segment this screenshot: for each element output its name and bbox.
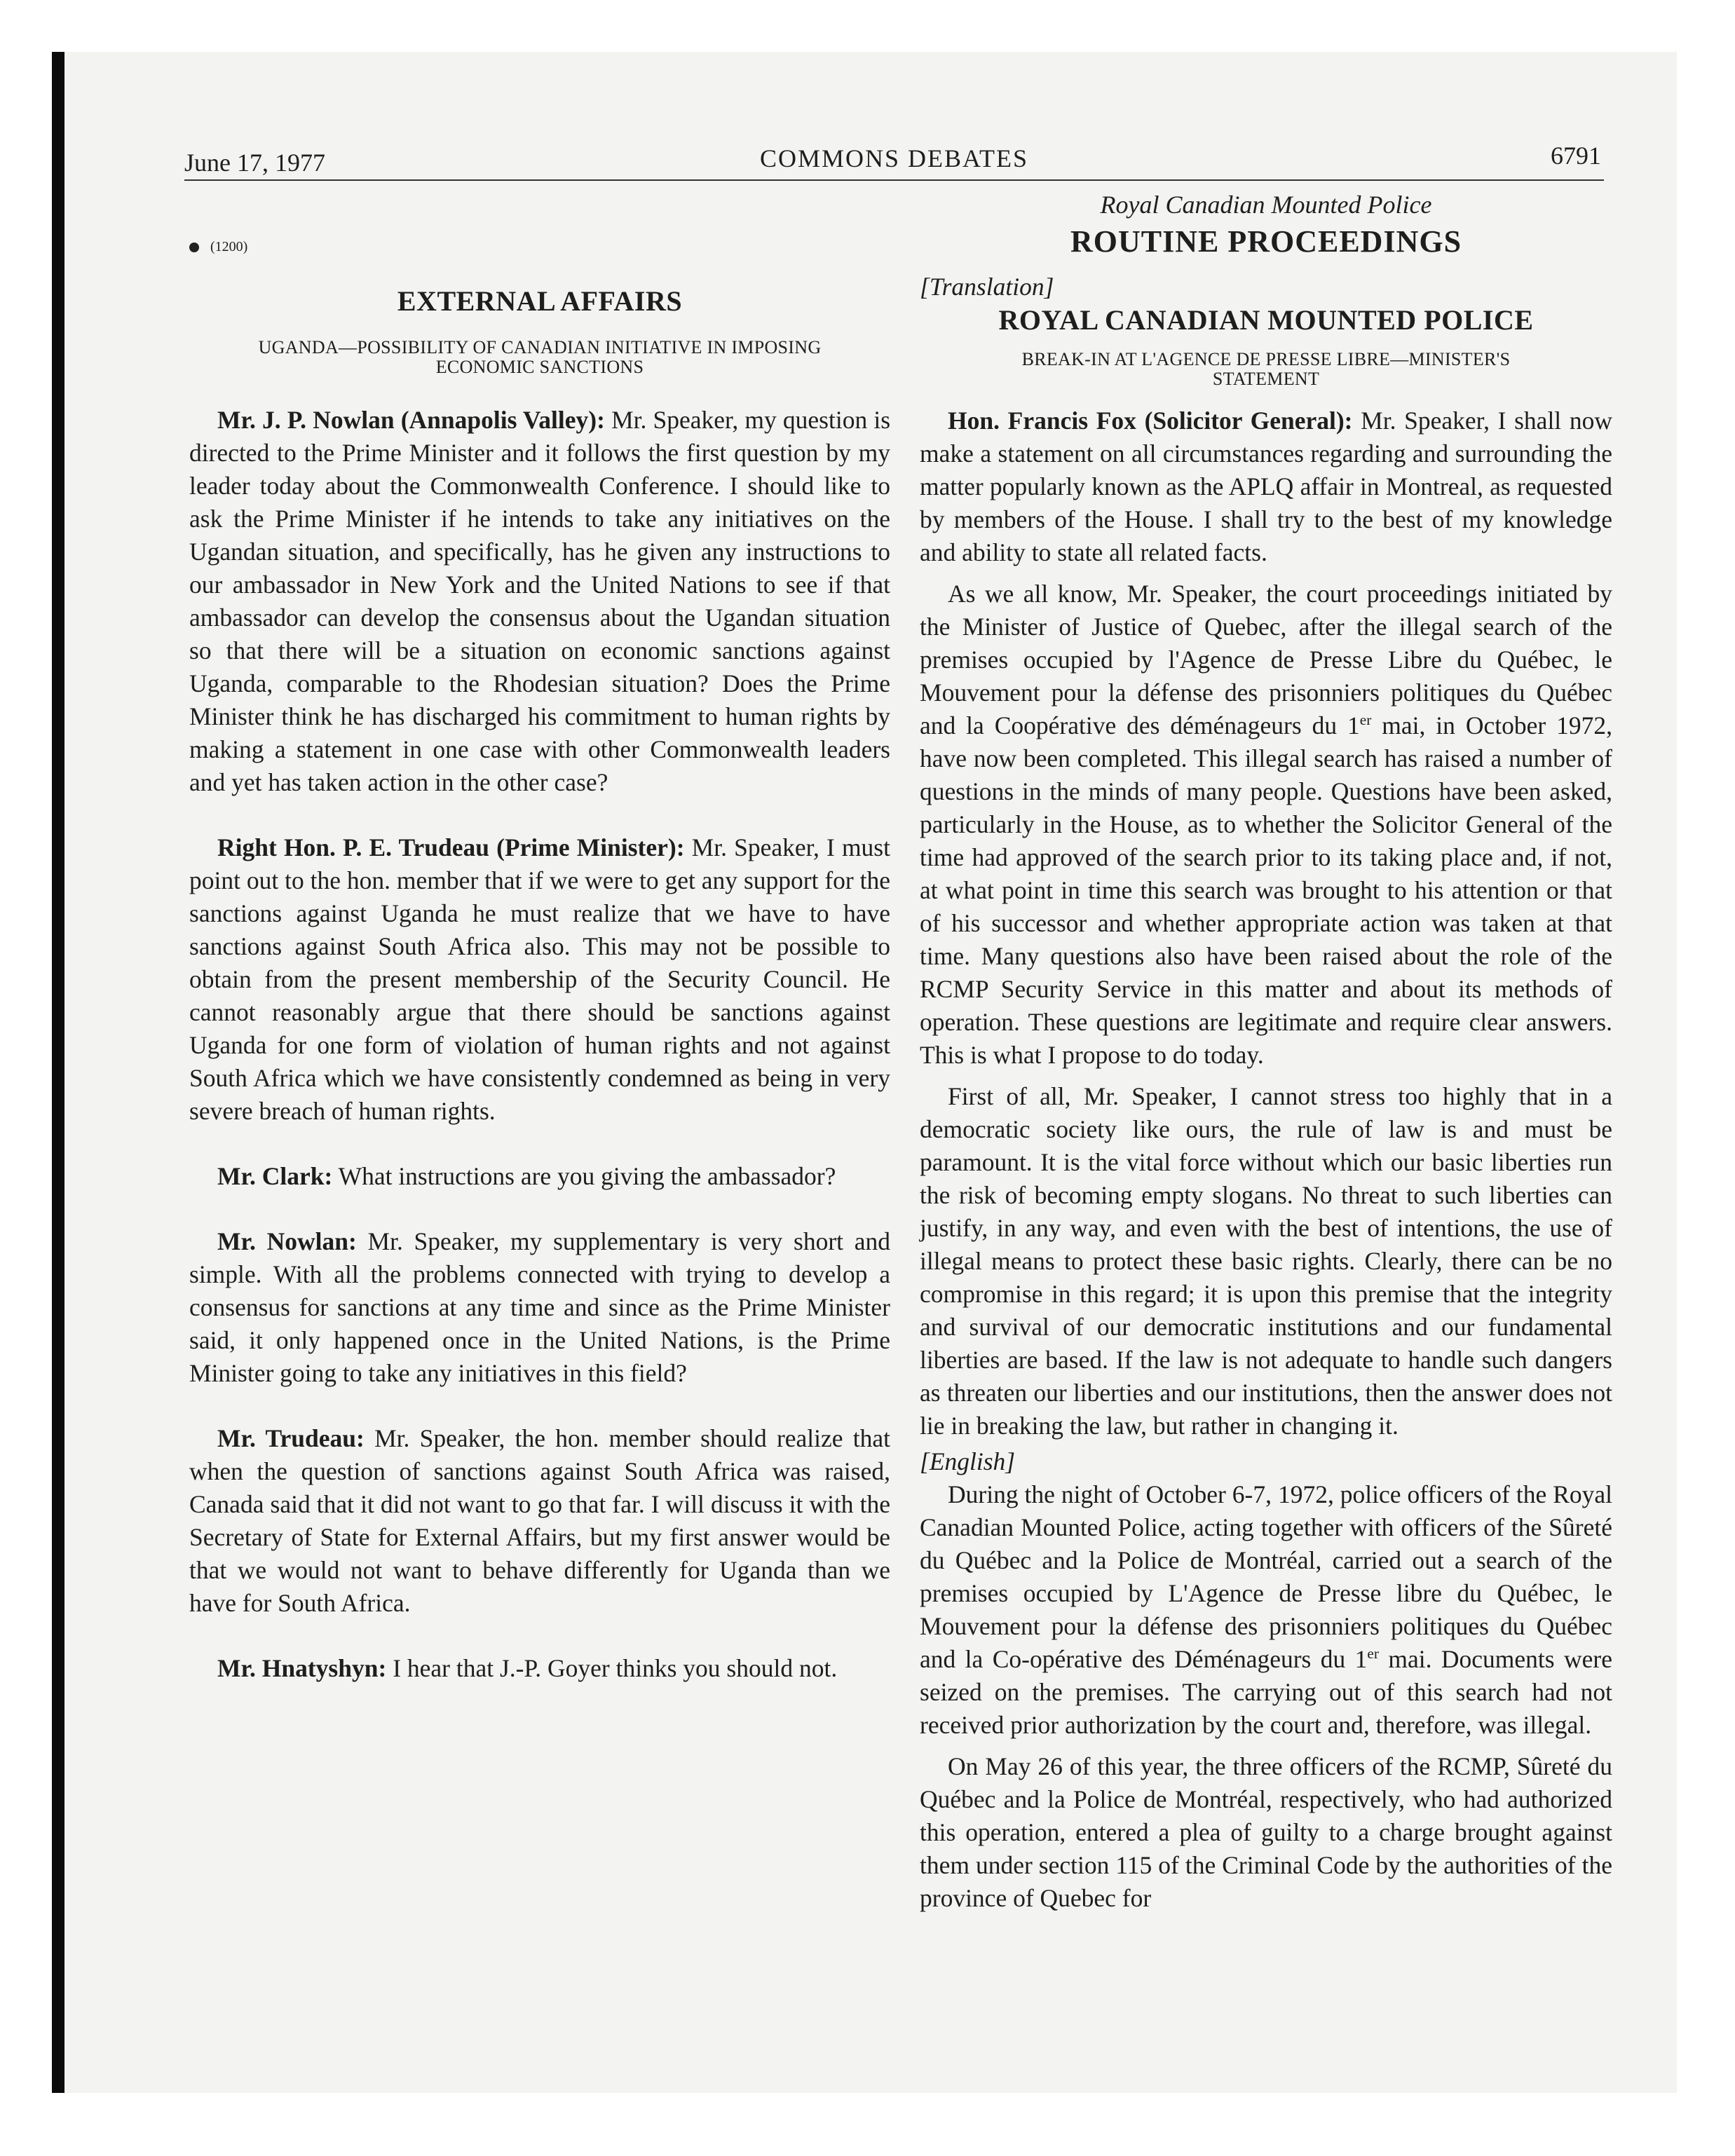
speech-paragraph — [920, 404, 1612, 569]
speech-paragraph: During the night of October 6-7, 1972, police officers of the Royal Canadian Mounted Police, acting together with officers of the Sûreté du Québec and la Police de Montréal, carried out a search of the premises occupied by L'Agence de Presse libre du Québec, le Mouvement pour la défense des prisonniers politiques du Québec and la Co-opérative des Déménageurs du 1er mai. Documents were seized on the premises. The carrying out of this search had not received prior authorization by the court and, therefore, was illegal. — [920, 1480, 1612, 1739]
speaker-name: Hon. Francis Fox (Solicitor General): — [948, 407, 1353, 435]
superscript: er — [1367, 1645, 1379, 1663]
speech-text: Mr. Speaker, the hon. member should realize that when the question of sanctions against South Africa was raised, Canada said that it did not want to go that far. I will discuss it with the Secretary of State for External Affairs, but my first answer would be that we would not want to behave differently for Uganda than we have for South Africa. — [189, 1424, 891, 1617]
page-header — [184, 137, 1604, 181]
speech-paragraph: As we all know, Mr. Speaker, the court proceedings initiated by the Minister of Justice of Quebec, after the illegal search of the premises occupied by l'Agence de Presse Libre du Québec, le Mouvement pour la défense des prisonniers politiques du Québec and la Coopérative des déménageurs du 1er mai, in October 1972, have now been completed. This illegal search has raised a number of questions in the minds of many people. Questions have been asked, particularly in the House, as to whether the Solicitor General of the time had approved of the search prior to its taking place and, if not, at what point in time this search was brought to his attention or that of his successor and whether appropriate action was taken at that time. Many questions also have been raised about the role of the RCMP Security Service in this matter and about its methods of operation. These questions are legitimate and require clear answers. This is what I propose to do today. — [920, 580, 1612, 1069]
scan-edge-shadow — [52, 52, 64, 2093]
speaker-name: Mr. Clark: — [217, 1162, 333, 1190]
speech-paragraph — [189, 404, 890, 799]
speech-text: Mr. Speaker, I must point out to the hon. member that if we were to get any support for the sanctions against Uganda he must realize that we have to have sanctions against South Africa also. This may not be possible to obtain from the present membership of the Security Council. He cannot reasonably argue that there should be sanctions against Uganda for one form of violation of human rights and not against South Africa which we have consistently condemned as being in very severe breach of human rights. — [189, 833, 890, 1125]
speech-paragraph — [189, 1160, 890, 1193]
subheading-line-1: BREAK-IN AT L'AGENCE DE PRESSE LIBRE—MINISTER'S — [1021, 349, 1511, 369]
left-column — [189, 189, 890, 1685]
speaker-name: Mr. J. P. Nowlan (Annapolis Valley): — [217, 406, 605, 434]
speech-paragraph: First of all, Mr. Speaker, I cannot stress too highly that in a democratic society like ours, the rule of law is and must be paramount. It is the vital force without which our basic liberties run the risk of becoming empty slogans. No threat to such liberties can justify, in any way, and even with the best of intentions, the use of illegal means to protect these basic rights. Clearly, there can be no compromise in this regard; it is upon this premise that the integrity and survival of our democratic institutions and our fundamental liberties are based. If the law is not adequate to handle such dangers as threaten our liberties and our institutions, then the answer does not lie in breaking the law, but rather in changing it. — [920, 1082, 1612, 1440]
header-page-number: 6791 — [1551, 142, 1601, 170]
translation-tag: [Translation] — [920, 273, 1054, 301]
speaker-name: Mr. Hnatyshyn: — [217, 1654, 387, 1682]
speech-paragraph — [189, 1652, 890, 1685]
header-title: COMMONS DEBATES — [759, 144, 1029, 172]
section-heading-external-affairs: EXTERNAL AFFAIRS — [397, 285, 683, 317]
running-head: Royal Canadian Mounted Police — [1100, 191, 1432, 219]
speech-text: What instructions are you giving the ambassador? — [338, 1162, 836, 1190]
section-heading-routine-proceedings: ROUTINE PROCEEDINGS — [1070, 224, 1462, 259]
speech-paragraph — [189, 1422, 890, 1620]
speech-text: Mr. Speaker, I shall now make a statement on all circumstances regarding and surrounding the matter popularly known as the APLQ affair in Montreal, as requested by members of the House. I shall try to the best of my knowledge and ability to state all related facts. — [920, 407, 1612, 566]
time-marker — [189, 233, 890, 261]
speech-text: Mr. Speaker, my question is directed to the Prime Minister and it follows the first question by my leader today about the Commonwealth Conference. I should like to ask the Prime Minister if he intends to take any initiatives on the Ugandan situation, and specifically, has he given any instructions to our ambassador in New York and the United Nations to see if that ambassador can develop the consensus about the Ugandan situation so that there will be a situation on economic sanctions against Uganda, comparable to the Rhodesian situation? Does the Prime Minister think he has discharged his commitment to human rights by making a statement in one case with other Commonwealth leaders and yet has taken action in the other case? — [189, 406, 891, 796]
speaker-name: Mr. Trudeau: — [217, 1424, 365, 1452]
subheading-line-1: UGANDA—POSSIBILITY OF CANADIAN INITIATIVE IN IMPOSING — [258, 337, 822, 357]
speaker-name: Mr. Nowlan: — [217, 1227, 357, 1255]
heading-rcmp: ROYAL CANADIAN MOUNTED POLICE — [998, 304, 1534, 336]
right-column — [920, 189, 1612, 1915]
subheading-line-2: STATEMENT — [1212, 369, 1320, 389]
english-tag: [English] — [920, 1447, 1016, 1475]
header-date: June 17, 1977 — [184, 149, 325, 177]
speech-text: I hear that J.-P. Goyer thinks you should not. — [393, 1654, 838, 1682]
subheading-line-2: ECONOMIC SANCTIONS — [435, 357, 644, 377]
speech-text: Mr. Speaker, my supplementary is very short and simple. With all the problems connected with trying to develop a consensus for sanctions at any time and since as the Prime Minister said, it only happened once in the United Nations, is the Prime Minister going to take any initiatives in this field? — [189, 1227, 890, 1387]
superscript: er — [1359, 711, 1372, 729]
speech-paragraph: On May 26 of this year, the three officers of the RCMP, Sûreté du Québec and la Police de Montréal, respectively, who had authorized this operation, entered a plea of guilty to a charge brought against them under section 115 of the Criminal Code by the authorities of the province of Quebec for — [920, 1752, 1612, 1912]
speech-paragraph — [189, 831, 890, 1128]
speaker-name: Right Hon. P. E. Trudeau (Prime Minister): — [217, 833, 685, 861]
time-marker-text: (1200) — [210, 239, 248, 254]
speech-paragraph — [189, 1225, 890, 1390]
bullet-icon — [189, 243, 199, 252]
